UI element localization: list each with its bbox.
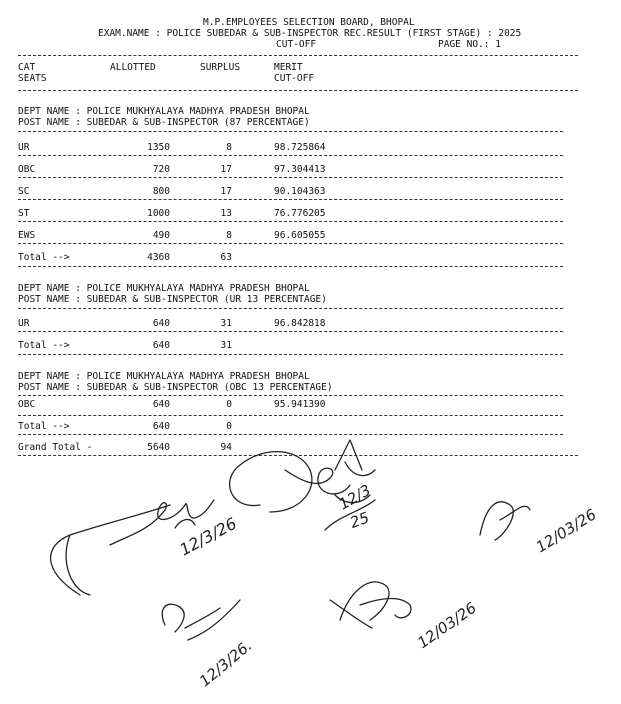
total-allotted: 4360 — [147, 252, 170, 263]
cell-cat: UR — [18, 142, 30, 153]
total-surplus: 63 — [220, 252, 232, 263]
cell-cutoff: 95.941390 — [274, 399, 326, 410]
cell-cat: ST — [18, 208, 30, 219]
page-number: PAGE NO.: 1 — [438, 39, 501, 50]
signature-5-date: 12/3/26. — [195, 636, 256, 691]
cell-cutoff: 90.104363 — [274, 186, 326, 197]
exam-name-line: EXAM.NAME : POLICE SUBEDAR & SUB-INSPECTOR REC.RESULT (FIRST STAGE) : 2025 — [98, 28, 522, 39]
signature-5 — [162, 600, 240, 640]
cell-allotted: 640 — [152, 318, 170, 329]
signature-3-date: 12/3 — [335, 481, 374, 514]
section-post-name: POST NAME : SUBEDAR & SUB-INSPECTOR (UR 13 PERCENTAGE) — [18, 294, 327, 305]
section-dept-name: DEPT NAME : POLICE MUKHYALAYA MADHYA PRADESH BHOPAL — [18, 283, 310, 294]
signature-4-date: 12/03/26 — [532, 505, 600, 557]
section-dept-name: DEPT NAME : POLICE MUKHYALAYA MADHYA PRADESH BHOPAL — [18, 371, 310, 382]
section-dept-name: DEPT NAME : POLICE MUKHYALAYA MADHYA PRADESH BHOPAL — [18, 106, 310, 117]
cell-surplus: 17 — [220, 164, 232, 175]
cell-cutoff: 97.304413 — [274, 164, 326, 175]
cell-allotted: 1000 — [147, 208, 170, 219]
cell-cat: OBC — [18, 164, 36, 175]
grand-total-surplus: 94 — [220, 442, 232, 453]
grand-total-label: Grand Total - — [18, 442, 93, 453]
cell-surplus: 0 — [226, 399, 232, 410]
cell-allotted: 1350 — [147, 142, 170, 153]
cell-allotted: 490 — [152, 230, 170, 241]
cell-cat: OBC — [18, 399, 36, 410]
cell-surplus: 17 — [220, 186, 232, 197]
signature-4 — [480, 502, 530, 540]
board-title: M.P.EMPLOYEES SELECTION BOARD, BHOPAL — [203, 17, 415, 28]
signature-1-date: 12/3/26 — [176, 513, 240, 560]
total-surplus: 31 — [220, 340, 232, 351]
cell-cutoff: 76.776205 — [274, 208, 326, 219]
cell-surplus: 8 — [226, 230, 232, 241]
total-allotted: 640 — [152, 421, 170, 432]
cell-cutoff: 96.605055 — [274, 230, 326, 241]
cell-cutoff: 96.842818 — [274, 318, 326, 329]
signature-3-date-2: 25 — [347, 508, 372, 532]
cell-cat: UR — [18, 318, 30, 329]
cell-cat: SC — [18, 186, 30, 197]
report-subtitle: CUT-OFF — [276, 39, 317, 50]
section-post-name: POST NAME : SUBEDAR & SUB-INSPECTOR (OBC 13 PERCENTAGE) — [18, 382, 333, 393]
total-allotted: 640 — [152, 340, 170, 351]
total-label: Total --> — [18, 421, 70, 432]
col-header-seats: SEATS — [18, 73, 47, 84]
col-header-cutoff: CUT-OFF — [274, 73, 315, 84]
total-label: Total --> — [18, 340, 70, 351]
section-post-name: POST NAME : SUBEDAR & SUB-INSPECTOR (87 PERCENTAGE) — [18, 117, 310, 128]
cell-surplus: 31 — [220, 318, 232, 329]
signature-6-date: 12/03/26 — [414, 598, 480, 653]
col-header-cat: CAT — [18, 62, 36, 73]
col-header-allotted: ALLOTTED — [110, 62, 156, 73]
col-header-merit: MERIT — [274, 62, 303, 73]
total-surplus: 0 — [226, 421, 232, 432]
grand-total-allotted: 5640 — [147, 442, 170, 453]
cell-allotted: 640 — [152, 399, 170, 410]
cell-surplus: 8 — [226, 142, 232, 153]
cell-cat: EWS — [18, 230, 36, 241]
cell-allotted: 720 — [152, 164, 170, 175]
cell-surplus: 13 — [220, 208, 232, 219]
signature-6 — [330, 582, 411, 628]
col-header-surplus: SURPLUS — [200, 62, 241, 73]
total-label: Total --> — [18, 252, 70, 263]
cell-cutoff: 98.725864 — [274, 142, 326, 153]
cell-allotted: 800 — [152, 186, 170, 197]
